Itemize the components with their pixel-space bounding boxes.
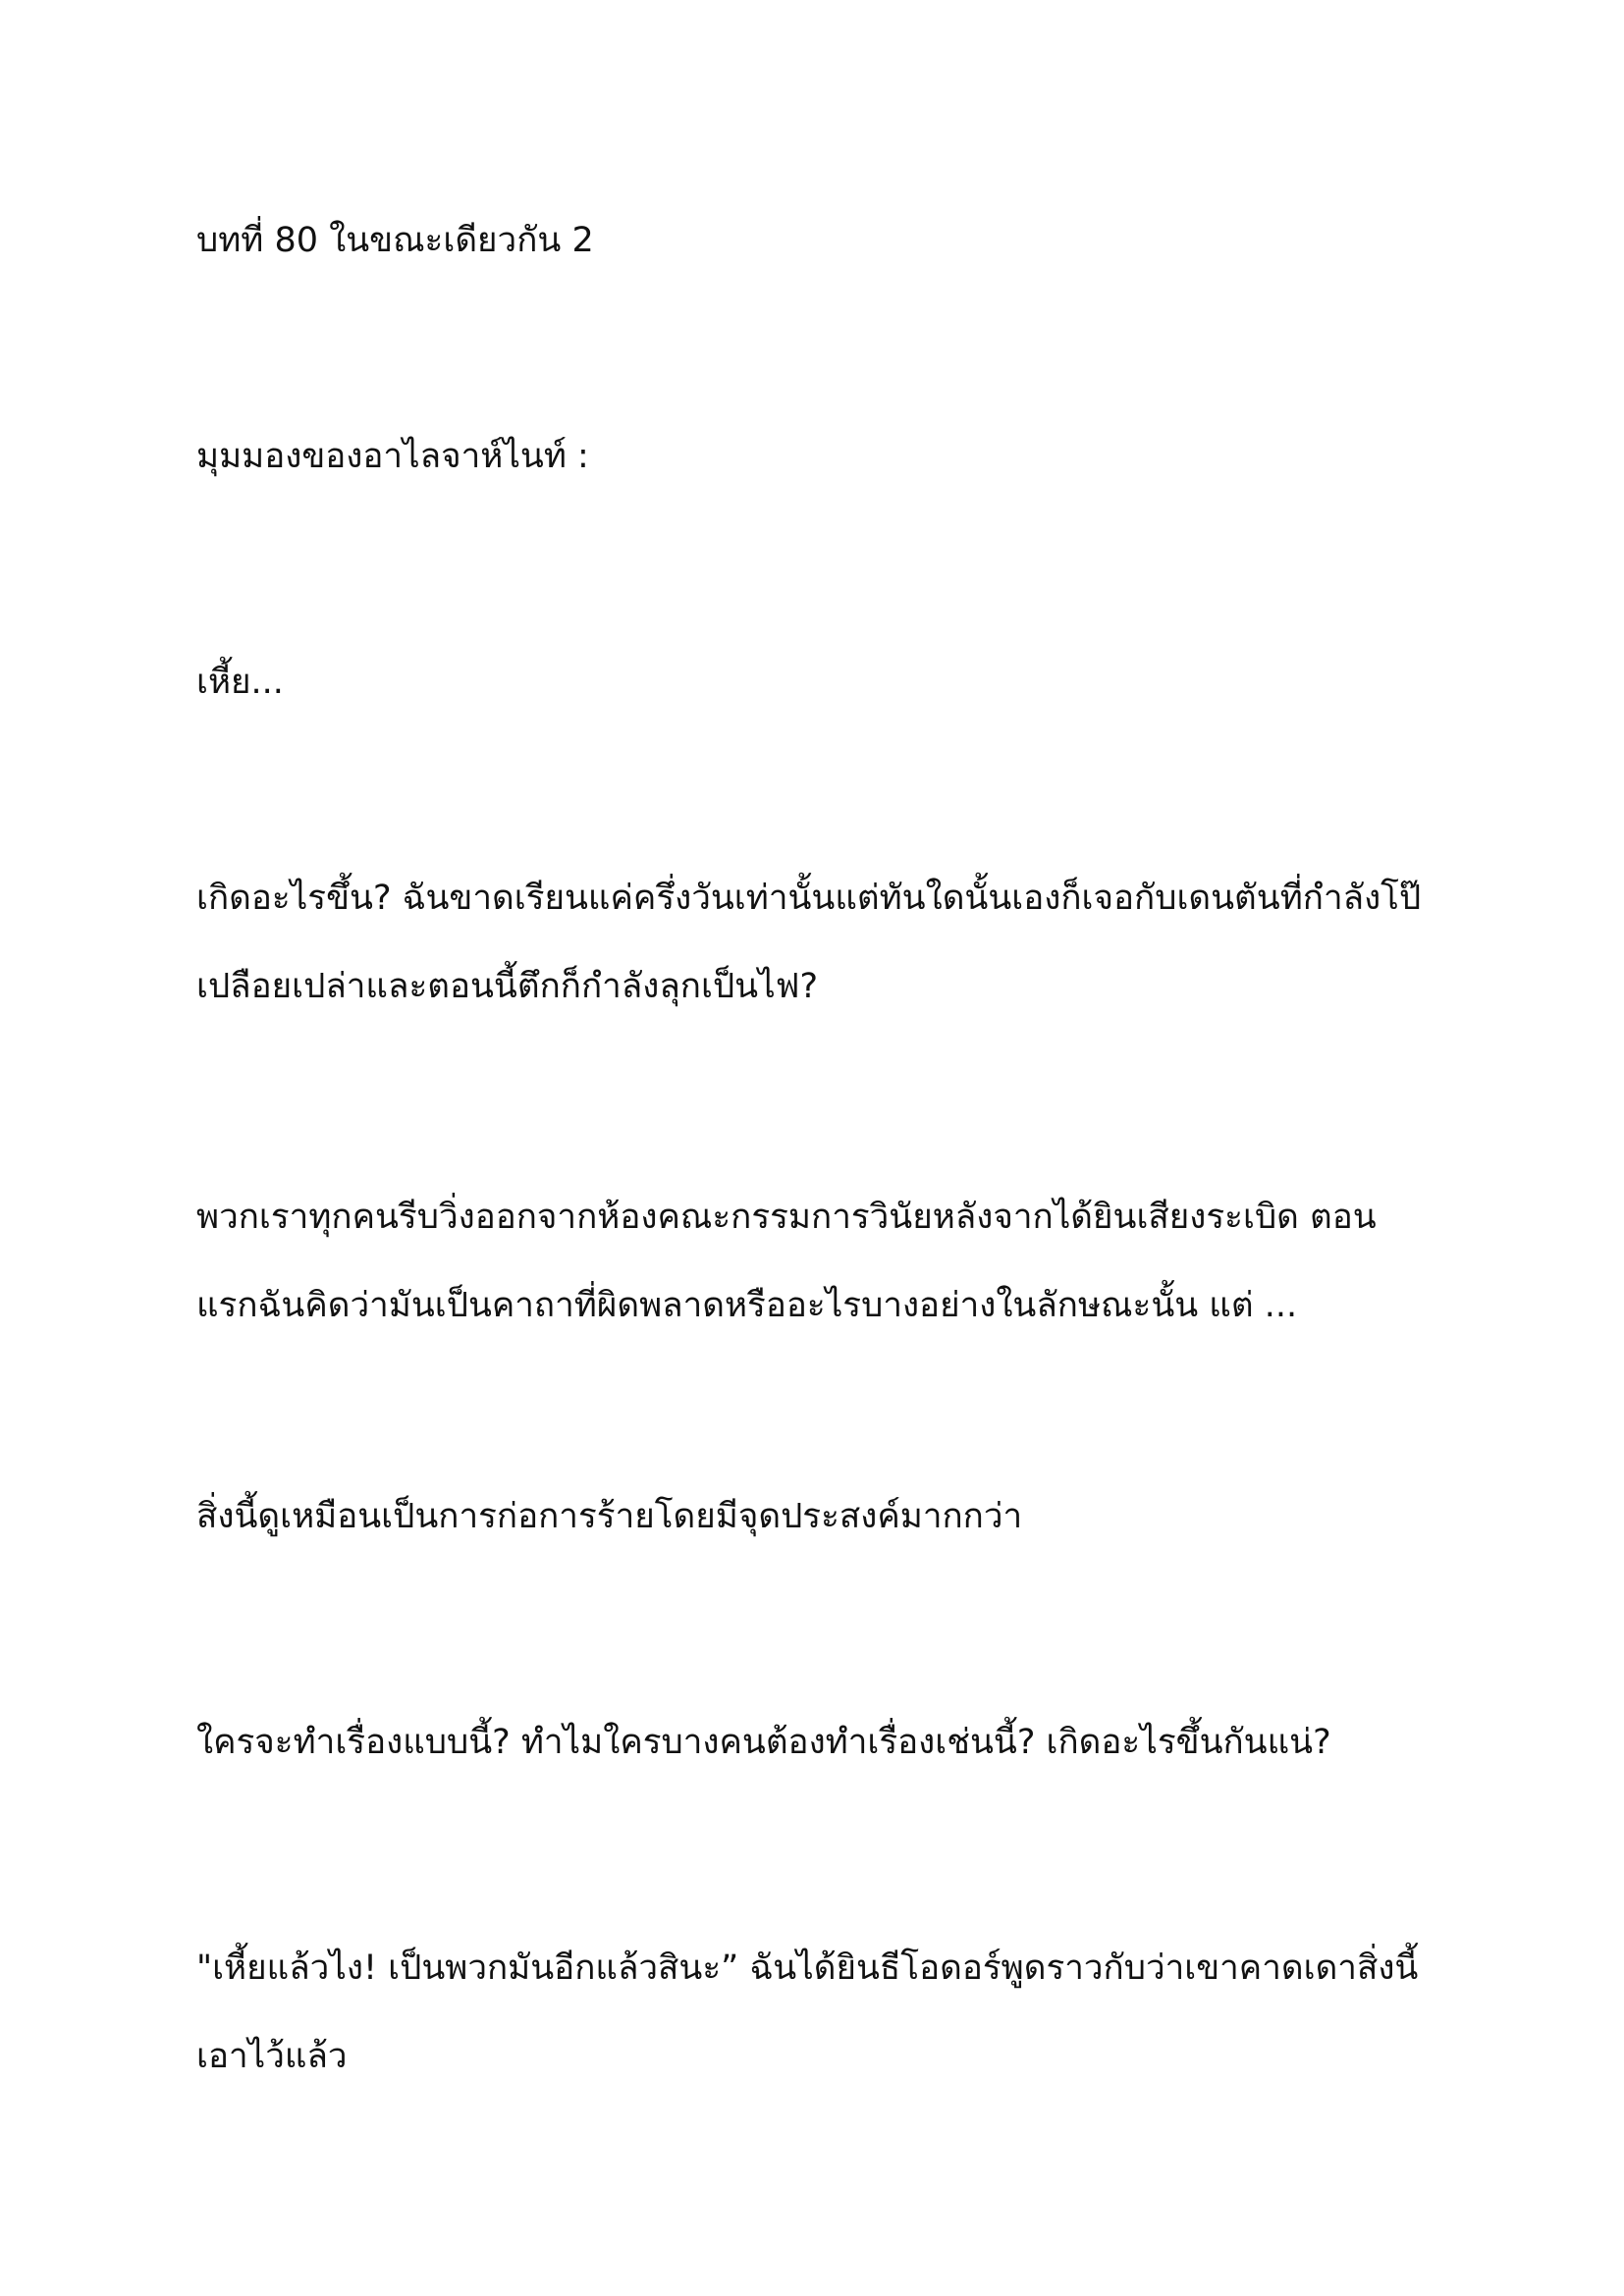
pov-line: มุมมองของอาไลจาห์ไนท์ :	[196, 437, 589, 476]
chapter-heading: บทที่ 80 ในขณะเดียวกัน 2	[196, 221, 594, 260]
paragraph: เกิดอะไรขึ้น? ฉันขาดเรียนแค่ครึ่งวันเท่านั้นแต่ทันใดนั้นเองก็เจอกับเดนตันที่กำลังโป๊ เปลือยเปล่าและตอนนี้ตึกก็กำลังลุกเป็นไฟ?	[196, 879, 1422, 1006]
paragraph: "เหี้ยแล้วไง! เป็นพวกมันอีกแล้วสินะ” ฉันได้ยินธีโอดอร์พูดราวกับว่าเขาคาดเดาสิ่งนี้ เอาไว้แล้ว	[196, 1949, 1419, 2076]
paragraph: เหี้ย...	[196, 663, 284, 702]
paragraph: พวกเราทุกคนรีบวิ่งออกจากห้องคณะกรรมการวินัยหลังจากได้ยินเสียงระเบิด ตอน แรกฉันคิดว่ามันเป็นคาถาที่ผิดพลาดหรืออะไรบางอย่างในลักษณะนั้น แต่ ...	[196, 1198, 1377, 1325]
paragraph: ใครจะทำเรื่องแบบนี้? ทำไมใครบางคนต้องทำเรื่องเช่นนี้? เกิดอะไรขึ้นกันแน่?	[196, 1723, 1331, 1762]
paragraph: สิ่งนี้ดูเหมือนเป็นการก่อการร้ายโดยมีจุดประสงค์มากกว่า	[196, 1497, 1023, 1536]
